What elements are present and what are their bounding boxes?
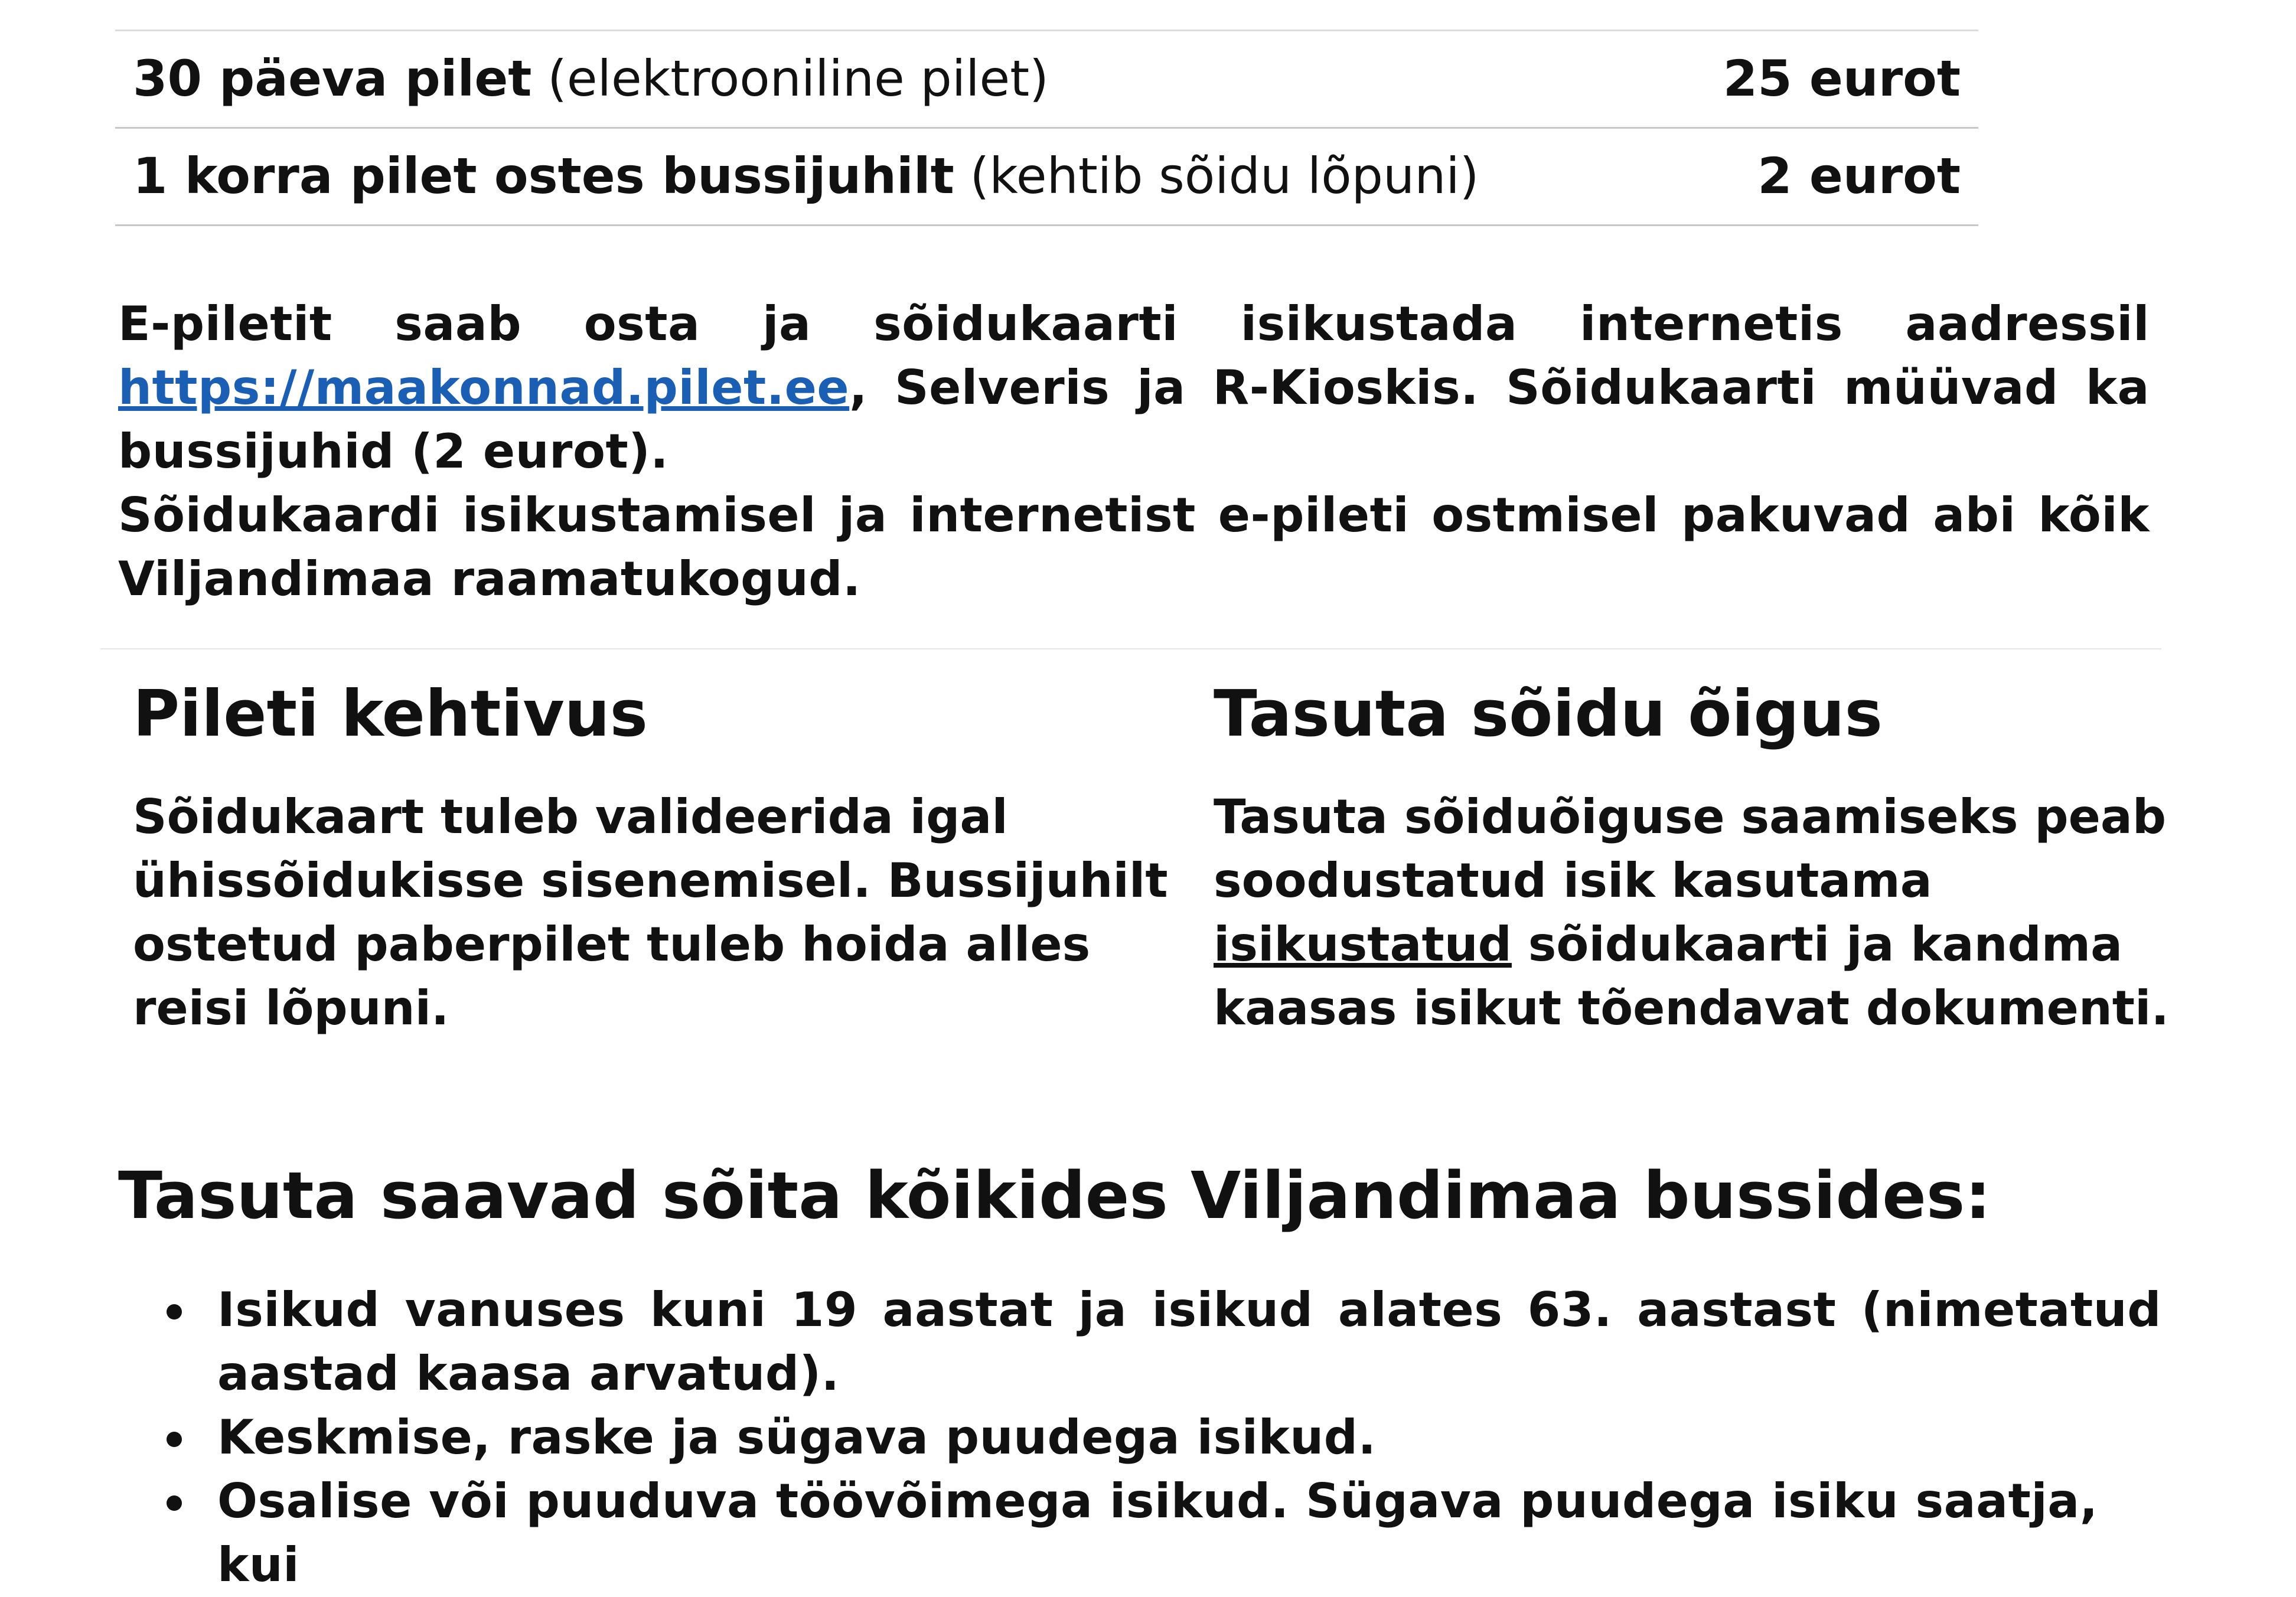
purchase-info-text: , Selveris ja R-Kioskis. Sõidukaarti müüvad ka xyxy=(849,360,2150,415)
section-divider xyxy=(100,648,2161,649)
maakonnad-pilet-link[interactable]: https://maakonnad.pilet.ee xyxy=(118,360,850,415)
ticket-validity-text: Sõidukaart tuleb valideerida igal ühissõidukisse sisenemisel. Bussijuhilt ostetud paberpilet tuleb hoida alles reisi lõpuni. xyxy=(133,789,1168,1036)
purchase-info xyxy=(118,292,2150,611)
ticket-name xyxy=(133,147,1479,205)
bullet-icon xyxy=(167,1304,182,1320)
ticket-validity-heading: Pileti kehtivus xyxy=(133,677,648,751)
list-item-text: Osalise või puuduva töövõimega isikud. Sügava puudega isiku saatja, kui xyxy=(217,1474,2098,1592)
ticket-name-note: (kehtib sõidu lõpuni) xyxy=(954,147,1479,205)
ticket-validity-section xyxy=(133,673,1184,1040)
free-travel-right-section xyxy=(1214,673,2170,1040)
ticket-price: 25 eurot xyxy=(1723,50,1961,107)
ticket-name-bold: 30 päeva pilet xyxy=(133,50,532,107)
list-item-text: Keskmise, raske ja sügava puudega isikud. xyxy=(217,1410,1377,1465)
ticket-name xyxy=(133,50,1049,107)
purchase-info-line xyxy=(118,356,2150,420)
ticket-name-bold: 1 korra pilet ostes bussijuhilt xyxy=(133,147,954,205)
personalized-underlined: isikustatud xyxy=(1214,917,1512,972)
list-item xyxy=(159,1469,2161,1597)
library-help-line: Viljandimaa raamatukogud. xyxy=(118,551,861,606)
purchase-info-line: E-piletit saab osta ja sõidukaarti isikustada internetis aadressil xyxy=(118,296,2150,351)
table-row xyxy=(115,30,1978,129)
purchase-info-line: bussijuhid (2 eurot). xyxy=(118,424,669,479)
ticket-price-table xyxy=(115,30,1978,226)
free-travel-list xyxy=(159,1278,2161,1597)
free-travel-right-text xyxy=(1214,785,2170,1040)
ticket-price: 2 eurot xyxy=(1757,147,1961,205)
list-item xyxy=(159,1278,2161,1406)
list-item xyxy=(159,1406,2161,1469)
free-travel-right-heading: Tasuta sõidu õigus xyxy=(1214,677,1883,751)
free-travel-heading: Tasuta saavad sõita kõikides Viljandimaa bussides: xyxy=(118,1158,1991,1233)
library-help-line: Sõidukaardi isikustamisel ja internetist e-pileti ostmisel pakuvad abi kõik xyxy=(118,488,2150,543)
list-item-text: Isikud vanuses kuni 19 aastat ja isikud alates 63. aastast (nimetatud aastad kaasa arvatud). xyxy=(217,1282,2161,1401)
free-travel-text-end: sõidukaarti ja kandma kaasas isikut tõendavat dokumenti. xyxy=(1214,917,2169,1036)
bullet-icon xyxy=(167,1495,182,1511)
table-row xyxy=(115,129,1978,226)
bullet-icon xyxy=(167,1432,182,1447)
free-travel-text-start: Tasuta sõiduõiguse saamiseks peab soodustatud isik kasutama xyxy=(1214,789,2167,908)
ticket-name-note: (elektrooniline pilet) xyxy=(531,50,1049,107)
